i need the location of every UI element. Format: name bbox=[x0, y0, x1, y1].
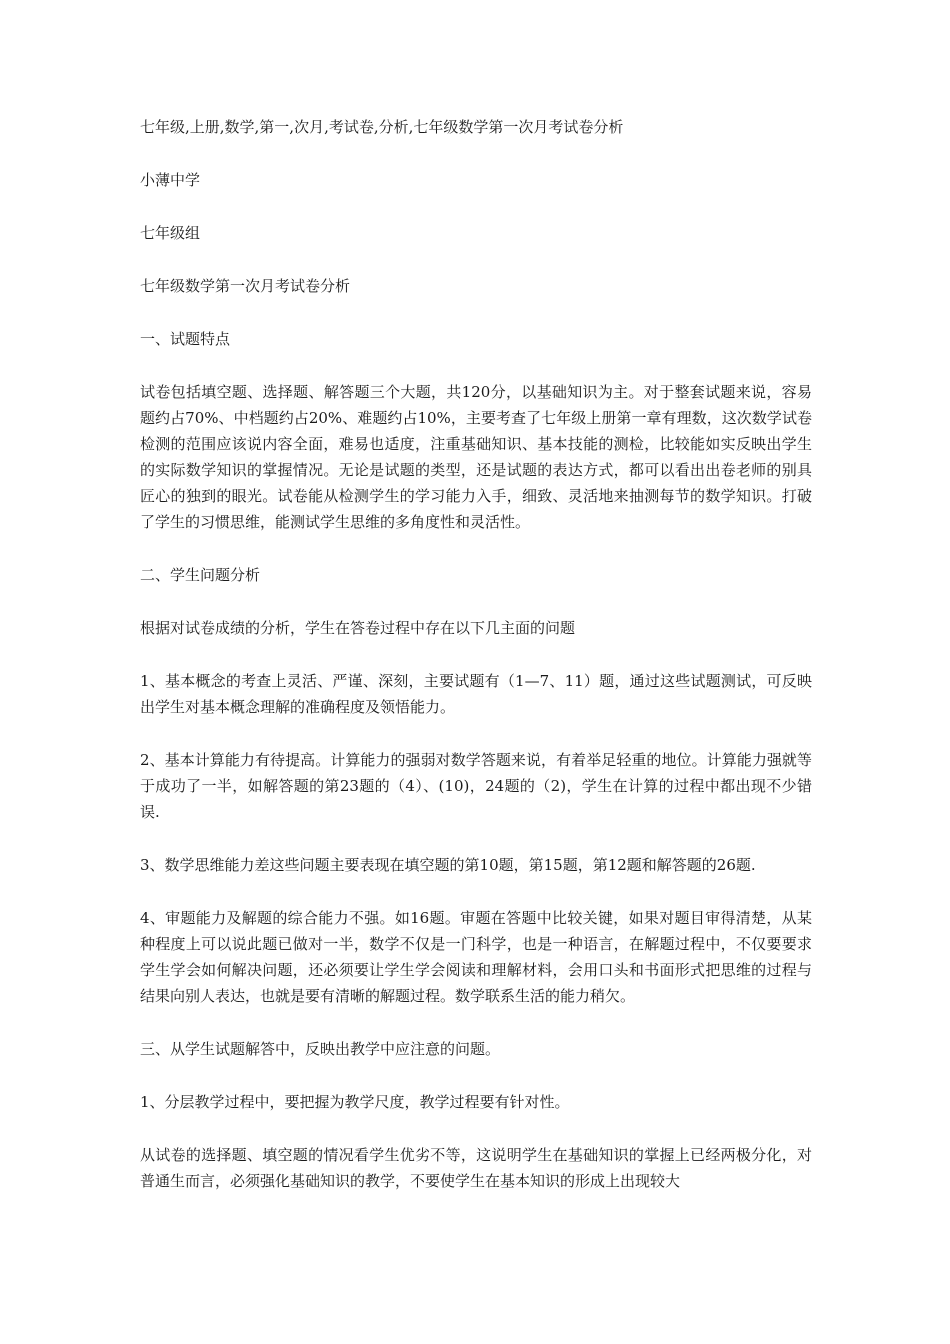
document-heading: 七年级数学第一次月考试卷分析 bbox=[140, 277, 351, 295]
section-2-item-4: 4、审题能力及解题的综合能力不强。如16题。审题在答题中比较关键，如果对题目审得清楚，从某种程度上可以说此题已做对一半，数学不仅是一门科学，也是一种语言，在解题过程中，不仅要要求学生学会如何解决问题，还必须要让学生学会阅读和理解材料，会用口头和书面形式把思维的过程与结果向别人表达，也就是要有清晰的解题过程。数学联系生活的能力稍欠。 bbox=[140, 909, 812, 1005]
section-2-item-3: 3、数学思维能力差这些问题主要表现在填空题的第10题，第15题，第12题和解答题的26题. bbox=[140, 856, 756, 874]
school-name: 小薄中学 bbox=[140, 171, 201, 189]
section-3-item-1: 1、分层教学过程中，要把握为教学尺度，教学过程要有针对性。 bbox=[140, 1093, 570, 1111]
document-page bbox=[140, 114, 812, 1194]
section-2-item-2: 2、基本计算能力有待提高。计算能力的强弱对数学答题来说，有着举足轻重的地位。计算能力强就等于成功了一半，如解答题的第23题的（4）、(10)，24题的（2)，学生在计算的过程中都出现不少错误. bbox=[140, 751, 812, 821]
section-3-title: 三、从学生试题解答中，反映出教学中应注意的问题。 bbox=[140, 1040, 501, 1058]
section-3-body: 从试卷的选择题、填空题的情况看学生优劣不等，这说明学生在基础知识的掌握上已经两极分化，对普通生而言，必须强化基础知识的教学，不要使学生在基本知识的形成上出现较大 bbox=[140, 1146, 812, 1190]
title-line: 七年级,上册,数学,第一,次月,考试卷,分析,七年级数学第一次月考试卷分析 bbox=[140, 118, 624, 136]
section-2-item-1: 1、基本概念的考查上灵活、严谨、深刻，主要试题有（1—7、11）题，通过这些试题测试，可反映出学生对基本概念理解的准确程度及领悟能力。 bbox=[140, 672, 812, 716]
grade-group: 七年级组 bbox=[140, 224, 201, 242]
section-2-intro: 根据对试卷成绩的分析，学生在答卷过程中存在以下几主面的问题 bbox=[140, 619, 576, 637]
section-1-title: 一、试题特点 bbox=[140, 330, 231, 348]
section-2-title: 二、学生问题分析 bbox=[140, 566, 261, 584]
section-1-body: 试卷包括填空题、选择题、解答题三个大题，共120分，以基础知识为主。对于整套试题来说，容易题约占70%、中档题约占20%、难题约占10%，主要考查了七年级上册第一章有理数，这次数学试卷检测的范围应该说内容全面，难易也适度，注重基础知识、基本技能的测检，比较能如实反映出学生的实际数学知识的掌握情况。无论是试题的类型，还是试题的表达方式，都可以看出出卷老师的别具匠心的独到的眼光。试卷能从检测学生的学习能力入手，细致、灵活地来抽测每节的数学知识。打破了学生的习惯思维，能测试学生思维的多角度性和灵活性。 bbox=[140, 383, 812, 531]
